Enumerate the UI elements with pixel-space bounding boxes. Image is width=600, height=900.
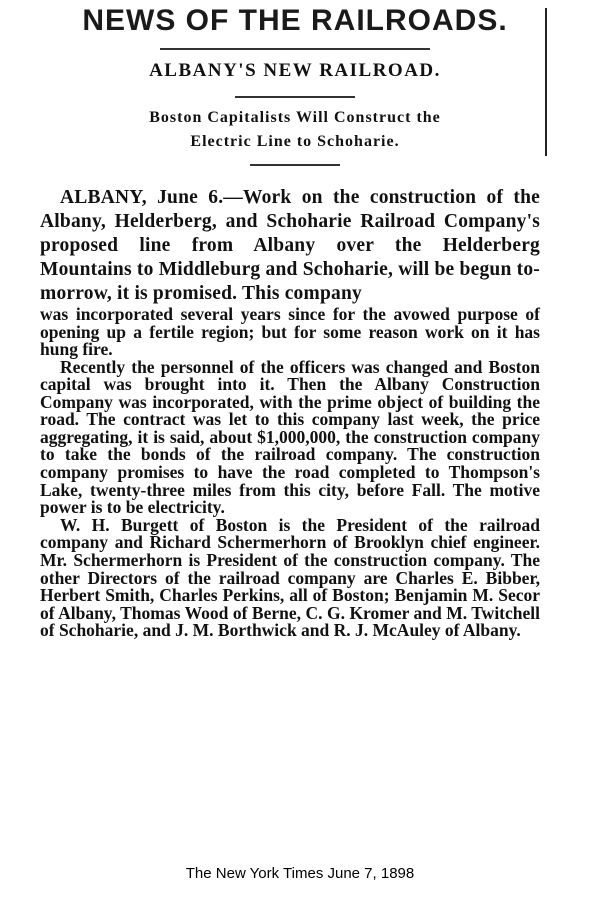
- divider-rule: [160, 48, 430, 50]
- divider-rule: [235, 96, 355, 98]
- paragraph-3: W. H. Burgett of Boston is the President of the railroad company and Richard Schermerhorn of Brooklyn chief engineer. Mr. Schermerhorn is President of the construction company. The other Directors of the railroad company are Charles E. Bibber, Herbert Smith, Charles Perkins, all of Boston; Benjamin M. Secor of Albany, Thomas Wood of Berne, C. G. Kromer and M. Twitchell of Schoharie, and J. M. Borthwick and R. J. McAuley of Albany.: [40, 514, 540, 641]
- paragraph-1-lead: ALBANY, June 6.—Work on the construction of the Albany, Helderberg, and Schoharie Railroad Company's proposed line from Albany over the Helderberg Mountains to Middleburg and Schoharie, will be begun to-morrow, it is promised. This company: [40, 187, 540, 304]
- article-body: [40, 186, 540, 640]
- subheadline: ALBANY'S NEW RAILROAD.: [149, 60, 441, 81]
- paragraph-2: Recently the personnel of the officers was changed and Boston capital was brought into it. Then the Albany Construction Company was incorporated, with the prime object of building the road. The contract was let to this company last week, the price aggregating, it is said, about $1,000,000, the construction company to take the bonds of the railroad company. The construction company promises to have the road completed to Thompson's Lake, twenty-three miles from this city, before Fall. The motive power is to be electricity.: [40, 356, 540, 518]
- deck-line-1: Boston Capitalists Will Construct the: [149, 109, 441, 126]
- paragraph-1-rest: was incorporated several years since for the avowed purpose of opening up a fertile region; but for some reason work on it has hung fire.: [40, 304, 540, 359]
- divider-rule: [250, 164, 340, 166]
- deck-headline: [40, 106, 550, 154]
- source-caption: The New York Times June 7, 1898: [185, 865, 415, 882]
- newspaper-clipping: [40, 0, 550, 850]
- column-rule: [545, 8, 547, 156]
- deck-line-2: Electric Line to Schoharie.: [190, 133, 400, 150]
- headline: NEWS OF THE RAILROADS.: [82, 4, 508, 37]
